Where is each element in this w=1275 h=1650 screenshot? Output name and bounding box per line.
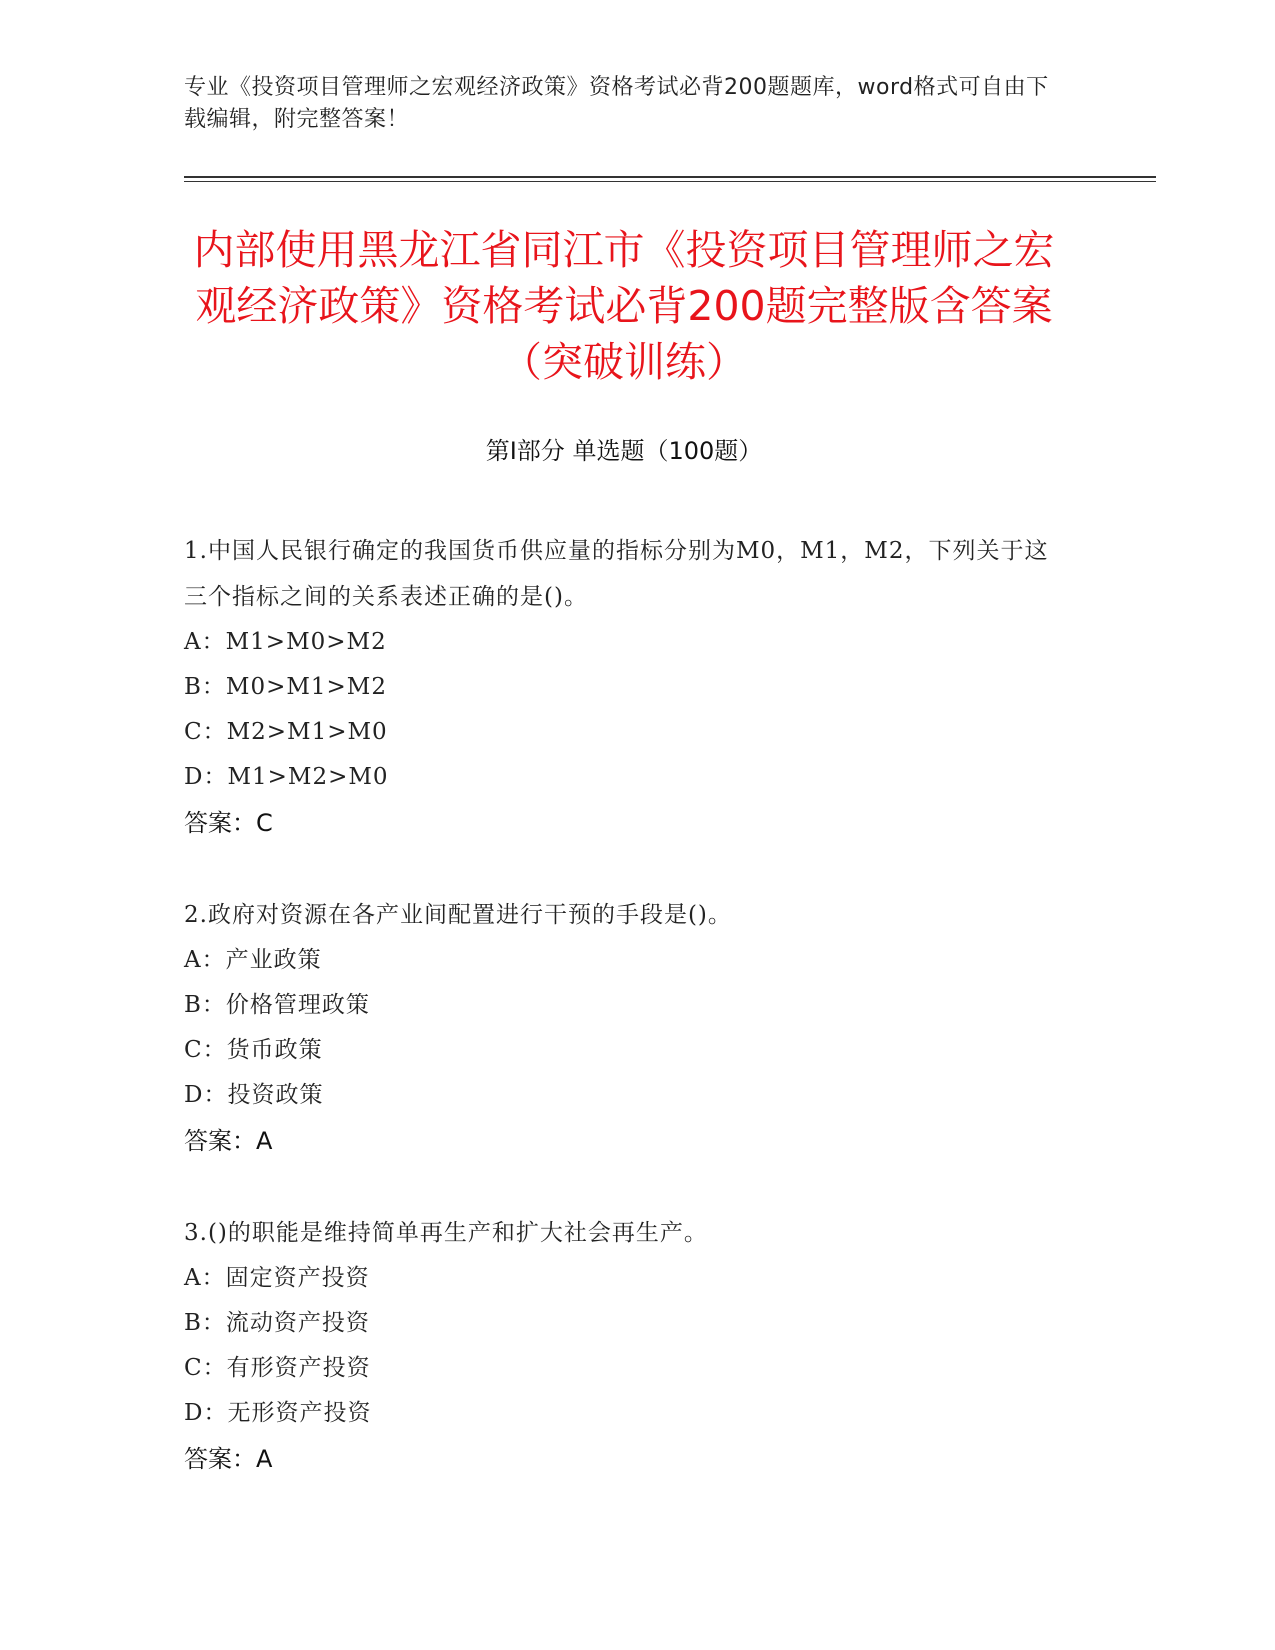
question-list [184,528,1064,1528]
option-d: D：M1>M2>M0 [184,764,389,790]
question-stem: 2.政府对资源在各产业间配置进行干预的手段是()。 [184,902,732,928]
option-a: A：产业政策 [184,947,322,973]
question-item [184,892,1064,1164]
option-d: D：投资政策 [184,1082,324,1108]
option-d: D：无形资产投资 [184,1400,372,1426]
document-title: 内部使用黑龙江省同江市《投资项目管理师之宏观经济政策》资格考试必背200题完整版含答案（突破训练） [193,226,1055,386]
question-item [184,1210,1064,1482]
option-c: C：有形资产投资 [184,1355,371,1381]
option-c: C：货币政策 [184,1037,323,1063]
header-note: 专业《投资项目管理师之宏观经济政策》资格考试必背200题题库，word格式可自由下载编辑，附完整答案！ [184,75,1049,132]
question-answer: 答案：A [184,1127,273,1155]
section-title: 第Ⅰ部分 单选题（100题） [485,437,763,465]
option-b: B：流动资产投资 [184,1310,370,1336]
option-b: B：M0>M1>M2 [184,674,387,700]
header-rule-thin [184,181,1156,182]
question-answer: 答案：C [184,809,273,837]
question-stem: 1.中国人民银行确定的我国货币供应量的指标分别为M0，M1，M2，下列关于这三个指标之间的关系表述正确的是()。 [184,538,1049,610]
header-rule-thick [184,176,1156,178]
question-stem: 3.()的职能是维持简单再生产和扩大社会再生产。 [184,1220,708,1246]
question-answer: 答案：A [184,1445,273,1473]
option-b: B：价格管理政策 [184,992,370,1018]
option-a: A：固定资产投资 [184,1265,370,1291]
option-a: A：M1>M0>M2 [184,629,387,655]
option-c: C：M2>M1>M0 [184,719,388,745]
question-item [184,528,1064,846]
